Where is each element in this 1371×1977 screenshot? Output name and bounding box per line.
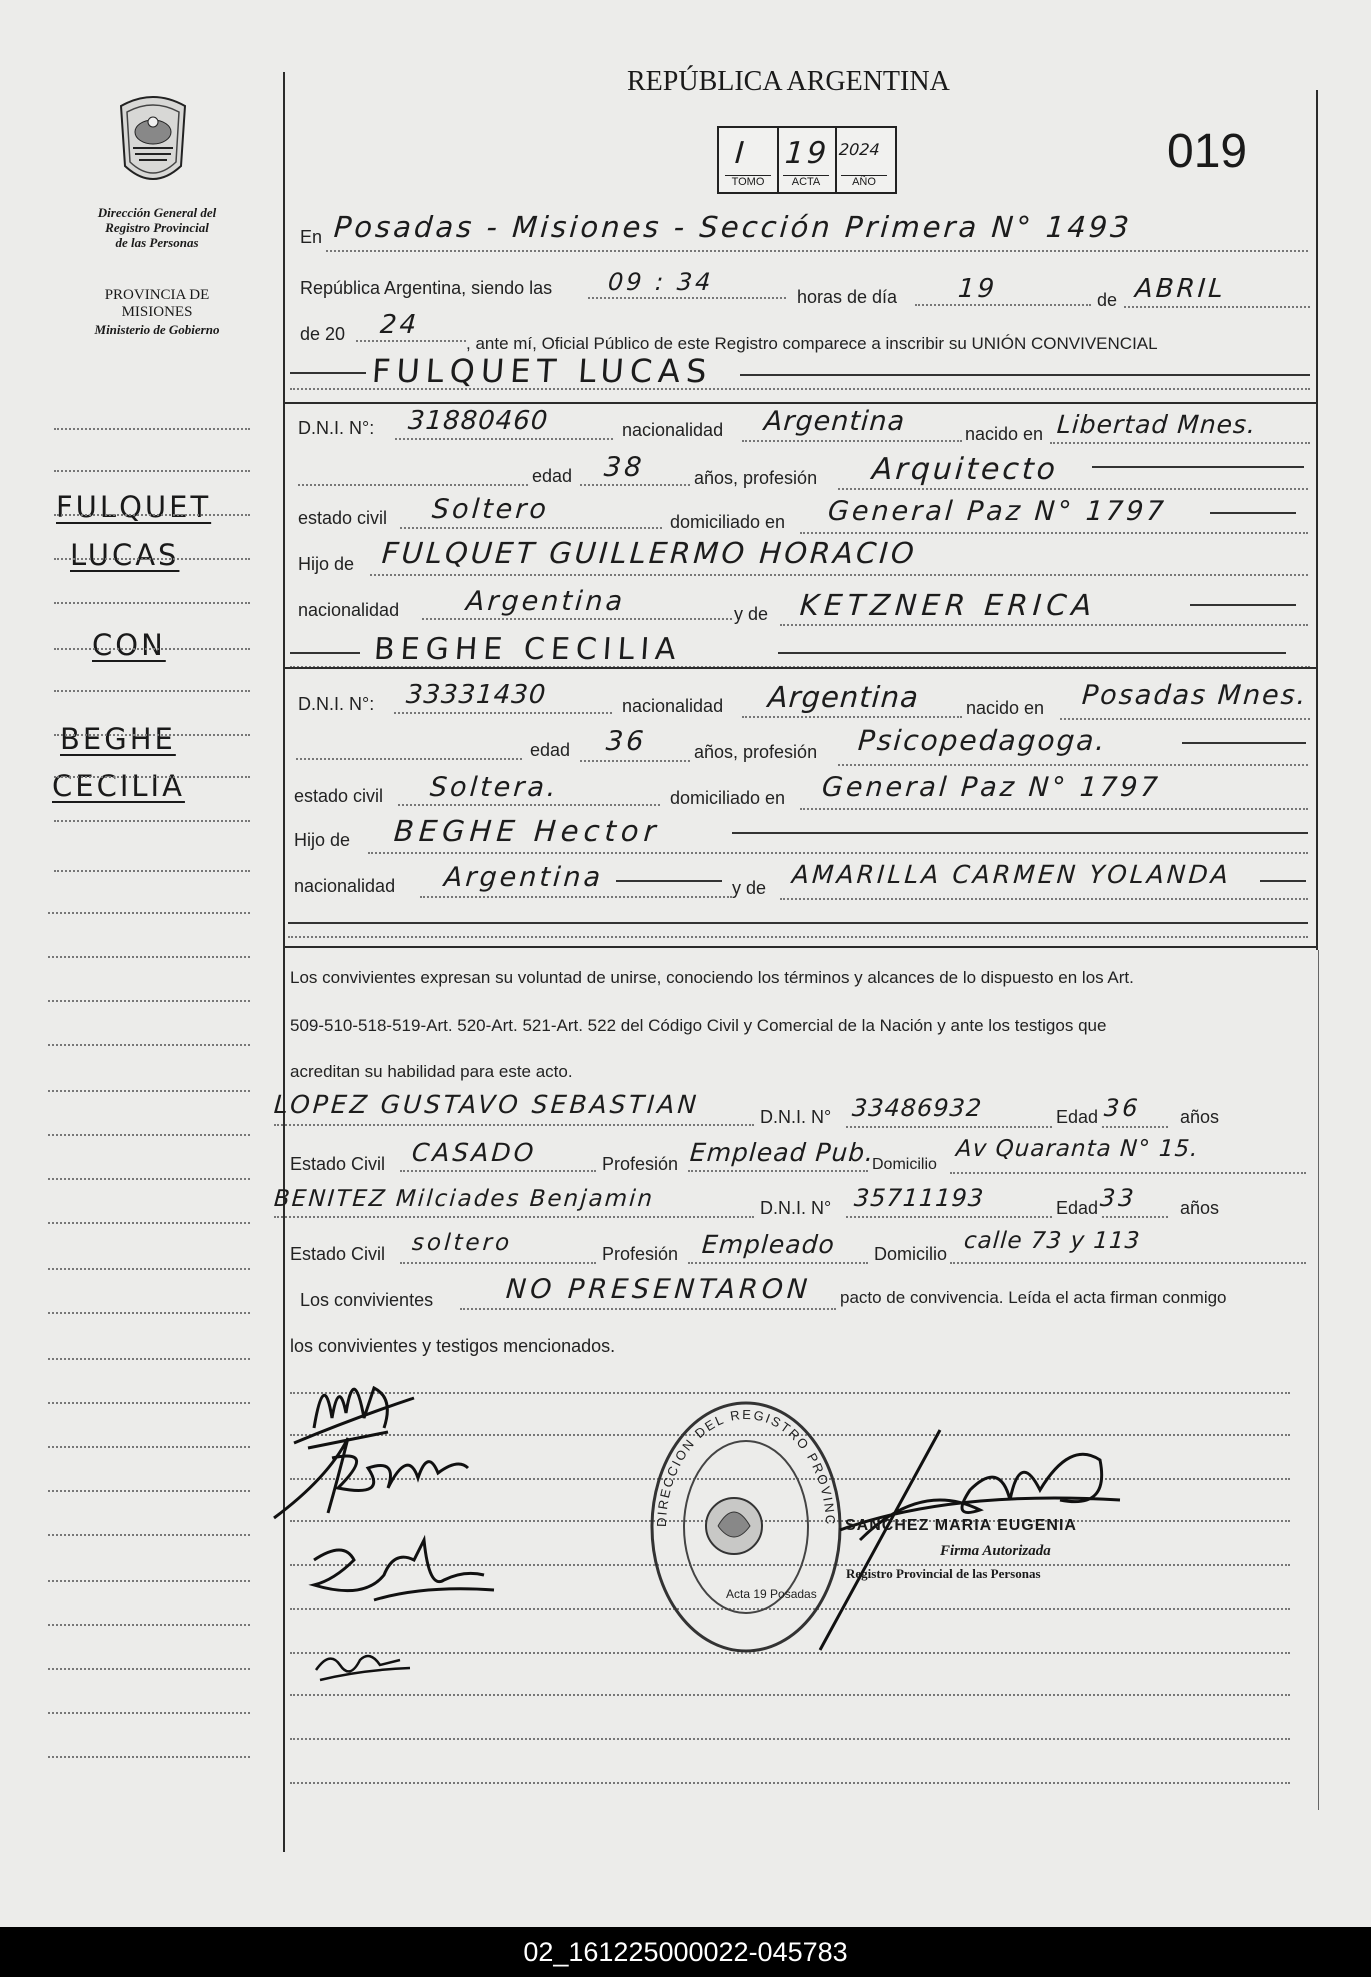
sidebar-dotted-line: [54, 514, 250, 516]
sidebar-dotted-line: [48, 1624, 250, 1626]
p1-dom-dots: [800, 532, 1308, 534]
day-value: 19: [956, 274, 999, 304]
p1-edad-label: edad: [532, 466, 573, 486]
office-line1: Dirección General del: [97, 205, 217, 220]
p1-edad-line: [580, 484, 690, 486]
sidebar-name-beghe: BEGHE: [60, 722, 176, 756]
section-divider-2: [283, 667, 1316, 669]
p2-dni-label: D.N.I. N°:: [298, 694, 375, 714]
tomo-cell: [719, 128, 779, 192]
footer-code: 02_161225000022-045783: [523, 1937, 848, 1967]
p2-nac-label: nacionalidad: [622, 696, 724, 716]
p2-nac2-label: nacionalidad: [294, 876, 396, 896]
w2-prof-line: [688, 1262, 868, 1264]
official-role: Firma Autorizada: [940, 1543, 1051, 1559]
record-box: [717, 126, 897, 194]
p2-padre-dots: [368, 852, 1308, 854]
w2-dom-label: Domicilio: [874, 1244, 948, 1264]
p1-nac2-line: [422, 618, 732, 620]
p1-civil-value: Soltero: [430, 494, 551, 525]
sidebar-dotted-line: [54, 602, 250, 604]
year-prefix: de 20: [300, 324, 346, 344]
sidebar-dotted-line: [48, 1534, 250, 1536]
sidebar-dotted-line: [54, 734, 250, 736]
official-name: SANCHEZ MARIA EUGENIA: [845, 1517, 1077, 1534]
sidebar-dotted-line: [48, 1090, 250, 1092]
year-value: 24: [378, 310, 421, 340]
sidebar-dotted-line: [48, 1402, 250, 1404]
office-block: [62, 205, 252, 250]
month-line: [1124, 306, 1310, 308]
sidebar-dotted-line: [48, 1312, 250, 1314]
p2-padre-line: [732, 832, 1308, 834]
p1-madre-dots: [780, 624, 1308, 626]
place-line: [326, 250, 1308, 252]
sidebar-dotted-line: [48, 1756, 250, 1758]
w1-dom-line: [950, 1172, 1306, 1174]
sidebar-dotted-line: [48, 1000, 250, 1002]
de-label: de: [1097, 290, 1118, 310]
signature-3: [304, 1530, 504, 1610]
rep-label: República Argentina, siendo las: [300, 278, 553, 298]
p1-padre-line: [370, 574, 1308, 576]
w1-name: LOPEZ GUSTAVO SEBASTIAN: [272, 1090, 701, 1119]
p2-nacido-label: nacido en: [966, 698, 1045, 718]
sidebar-dotted-line: [48, 1580, 250, 1582]
sidebar-dotted-line: [54, 648, 250, 650]
w1-edad-label: Edad: [1056, 1107, 1099, 1127]
office-line6: Ministerio de Gobierno: [94, 322, 220, 337]
sidebar-dotted-line: [48, 1222, 250, 1224]
name1-line-left: [290, 372, 366, 374]
section-divider-3: [283, 946, 1316, 948]
sidebar-name-fulquet: FULQUET: [56, 490, 212, 524]
section-divider-1: [283, 402, 1316, 404]
p1-nacido-label: nacido en: [965, 424, 1044, 444]
p1-prof-line: [1092, 466, 1304, 468]
p2-dom-value: General Paz N° 1797: [820, 772, 1162, 803]
p1-edad-pre-line: [298, 484, 528, 486]
signature-dotted-line: [290, 1694, 1290, 1696]
stamp-ring-text: DIRECCION DEL REGISTRO PROVINC: [653, 1406, 839, 1528]
p2-dom-label: domiciliado en: [670, 788, 786, 808]
signature-4: [310, 1640, 420, 1690]
sidebar-dotted-line: [48, 1134, 250, 1136]
w2-name: BENITEZ Milciades Benjamin: [273, 1186, 656, 1212]
person1-name: FULQUET LUCAS: [370, 352, 714, 390]
footer-bar: [0, 1927, 1371, 1977]
office-line4: PROVINCIA DE: [104, 287, 210, 303]
sidebar-dotted-line: [54, 776, 250, 778]
p1-madre-value: KETZNER ERICA: [798, 588, 1098, 622]
w1-dni-value: 33486932: [851, 1094, 984, 1122]
official-signature: [800, 1420, 1130, 1660]
sidebar-dotted-line: [48, 1268, 250, 1270]
place-value: Posadas - Misiones - Sección Primera N° 1493: [332, 210, 1133, 244]
next-name: BEGHE CECILIA: [372, 632, 683, 667]
p2-prof-dots: [838, 764, 1308, 766]
p2-nac-value: Argentina: [766, 680, 921, 714]
office-line5: MISIONES: [121, 304, 193, 320]
w1-civil-label: Estado Civil: [290, 1154, 386, 1174]
left-margin-line: [283, 72, 285, 1852]
signature-dotted-line: [290, 1392, 1290, 1394]
p2-civil-line: [398, 804, 660, 806]
p1-dom-line: [1210, 512, 1296, 514]
sidebar-dotted-line: [54, 470, 250, 472]
p1-prof-value: Arquitecto: [870, 452, 1060, 487]
p2-prof-label: años, profesión: [694, 742, 818, 762]
p1-dni-label: D.N.I. N°:: [298, 418, 375, 438]
w1-dni-line: [846, 1126, 1052, 1128]
right-margin-line-lower: [1318, 950, 1319, 1810]
acta-cell: [777, 128, 837, 192]
p1-dom-label: domiciliado en: [670, 512, 786, 532]
year-line: [356, 340, 466, 342]
w1-dom-value: Av Quaranta N° 15.: [955, 1136, 1200, 1162]
p2-madre-value: AMARILLA CARMEN YOLANDA: [790, 860, 1232, 889]
w2-name-line: [274, 1216, 754, 1218]
statement-text: , ante mí, Oficial Público de este Registro comparece a inscribir su UNIÓN CONVIVENCIAL: [466, 334, 1158, 353]
right-margin-line: [1316, 90, 1318, 950]
time-line: [588, 297, 786, 299]
declaration-line2: 509-510-518-519-Art. 520-Art. 521-Art. 522 del Código Civil y Comercial de la Nación y ante los testigos que: [290, 1016, 1107, 1035]
w2-edad-label: Edad: [1056, 1198, 1099, 1218]
p2-nac2-value: Argentina: [442, 862, 605, 893]
closing-line2: los convivientes y testigos mencionados.: [290, 1336, 616, 1356]
w2-edad-line: [1102, 1216, 1168, 1218]
w2-civil-value: soltero: [411, 1230, 514, 1256]
sidebar-dotted-line: [48, 1446, 250, 1448]
p1-dni-value: 31880460: [406, 406, 550, 436]
w1-prof-line: [688, 1170, 868, 1172]
p2-civil-value: Soltera.: [428, 772, 560, 803]
en-label: En: [300, 227, 323, 247]
p2-nac2-dots: [420, 896, 732, 898]
day-line: [915, 304, 1091, 306]
w2-edad-value: 33: [1099, 1184, 1138, 1212]
p1-nacido-line: [1050, 442, 1310, 444]
sidebar-name-lucas: LUCAS: [70, 538, 180, 572]
horas-label: horas de día: [797, 287, 898, 307]
w2-prof-label: Profesión: [602, 1244, 679, 1264]
w2-dni-value: 35711193: [853, 1184, 986, 1212]
w1-civil-value: CASADO: [410, 1138, 538, 1167]
p1-civil-label: estado civil: [298, 508, 388, 528]
p2-nac-line: [742, 716, 962, 718]
acta-value: 19: [783, 136, 831, 171]
name2-line-left: [290, 652, 360, 654]
w1-prof-value: Emplead Pub.: [688, 1138, 876, 1167]
pacto-status: NO PRESENTARON: [504, 1274, 813, 1305]
tomo-label: TOMO: [725, 175, 771, 188]
sidebar-dotted-line: [48, 956, 250, 958]
p1-prof-dots: [838, 488, 1308, 490]
w1-name-line: [274, 1124, 754, 1126]
w2-anios-label: años: [1180, 1198, 1220, 1218]
w1-edad-line: [1102, 1126, 1168, 1128]
p2-edad-pre-line: [296, 758, 522, 760]
p2-end-dots: [288, 936, 1308, 938]
anio-cell: [835, 128, 893, 192]
province-seal: [115, 92, 191, 190]
sidebar-dotted-line: [48, 1044, 250, 1046]
time-value: 09 : 34: [607, 268, 715, 296]
p2-nacido-value: Posadas Mnes.: [1080, 680, 1309, 711]
p2-nac2-line: [616, 880, 722, 882]
p1-civil-line: [400, 527, 662, 529]
p2-hijo-label: Hijo de: [294, 830, 351, 850]
p2-nacido-line: [1060, 718, 1310, 720]
document-title: REPÚBLICA ARGENTINA: [627, 66, 950, 97]
month-value: ABRIL: [1133, 274, 1227, 304]
name1-dots: [290, 388, 1310, 390]
declaration-line1: Los convivientes expresan su voluntad de unirse, conociendo los términos y alcances de lo dispuesto en los Art.: [290, 968, 1134, 987]
p1-nac-line: [742, 440, 962, 442]
conv-label: Los convivientes: [300, 1290, 434, 1310]
w1-edad-value: 36: [1103, 1094, 1142, 1122]
sidebar-con: CON: [92, 628, 166, 662]
p1-hijo-label: Hijo de: [298, 554, 355, 574]
p2-edad-value: 36: [604, 726, 648, 757]
pacto-line: [460, 1308, 836, 1310]
w2-dni-label: D.N.I. N°: [760, 1198, 832, 1218]
name1-line-right: [740, 374, 1310, 376]
p2-end-line: [288, 922, 1308, 924]
page-number: 019: [1167, 125, 1248, 178]
w2-dom-value: calle 73 y 113: [963, 1228, 1142, 1254]
signature-2: [268, 1418, 498, 1528]
p2-edad-label: edad: [530, 740, 571, 760]
w2-dni-line: [846, 1216, 1052, 1218]
sidebar-dotted-line: [48, 1712, 250, 1714]
stamp-inner-text: Acta 19 Posadas: [726, 1587, 817, 1601]
p2-dni-value: 33331430: [404, 680, 548, 710]
p2-prof-value: Psicopedagoga.: [856, 724, 1108, 757]
w2-prof-value: Empleado: [700, 1230, 836, 1259]
p1-dni-line: [395, 438, 613, 440]
p2-madre-dots: [780, 898, 1308, 900]
p1-prof-label: años, profesión: [694, 468, 818, 488]
p1-edad-value: 38: [602, 452, 646, 483]
w2-dom-line: [950, 1262, 1306, 1264]
sidebar-dotted-line: [48, 1668, 250, 1670]
sidebar-dotted-line: [54, 820, 250, 822]
p1-dom-value: General Paz N° 1797: [826, 496, 1168, 527]
p2-dom-dots: [800, 808, 1308, 810]
p2-prof-line: [1182, 742, 1306, 744]
p2-edad-line: [580, 760, 690, 762]
declaration-line3: acreditan su habilidad para este acto.: [290, 1062, 573, 1081]
p2-civil-label: estado civil: [294, 786, 384, 806]
sidebar-dotted-line: [54, 870, 250, 872]
anio-label: AÑO: [841, 175, 887, 188]
w1-prof-label: Profesión: [602, 1154, 679, 1174]
w2-civil-label: Estado Civil: [290, 1244, 386, 1264]
sidebar-dotted-line: [48, 1490, 250, 1492]
acta-label: ACTA: [783, 175, 829, 188]
sidebar-dotted-line: [54, 558, 250, 560]
p2-yde-label: y de: [732, 878, 767, 898]
sidebar-dotted-line: [48, 1358, 250, 1360]
name2-line-right: [778, 652, 1286, 654]
p1-yde-label: y de: [734, 604, 769, 624]
w1-anios-label: años: [1180, 1107, 1220, 1127]
p1-nacido-value: Libertad Mnes.: [1055, 410, 1258, 439]
p1-nac-value: Argentina: [762, 406, 907, 437]
p2-padre-value: BEGHE Hector: [392, 814, 662, 848]
anio-value: 2024: [838, 140, 881, 159]
p1-padre-value: FULQUET GUILLERMO HORACIO: [380, 536, 918, 570]
w1-civil-line: [400, 1170, 596, 1172]
tomo-value: I: [733, 136, 749, 171]
sidebar-dotted-line: [48, 912, 250, 914]
sidebar-dotted-line: [48, 1178, 250, 1180]
p1-nac2-label: nacionalidad: [298, 600, 400, 620]
p1-nac2-value: Argentina: [464, 586, 627, 617]
p1-madre-line: [1190, 604, 1296, 606]
w1-dom-label: Domicilio: [872, 1156, 937, 1173]
p2-dni-line: [394, 712, 612, 714]
w2-civil-line: [400, 1262, 596, 1264]
office-line2: Registro Provincial: [105, 220, 209, 235]
signature-dotted-line: [290, 1738, 1290, 1740]
p2-madre-line: [1260, 880, 1306, 882]
official-org: Registro Provincial de las Personas: [846, 1566, 1041, 1581]
p1-nac-label: nacionalidad: [622, 420, 724, 440]
sidebar-name-cecilia: CECILIA: [52, 769, 185, 803]
sidebar-dotted-line: [54, 690, 250, 692]
office-line3: de las Personas: [115, 235, 199, 250]
signature-dotted-line: [290, 1782, 1290, 1784]
sidebar-dotted-line: [54, 428, 250, 430]
province-block: [62, 287, 252, 338]
w1-dni-label: D.N.I. N°: [760, 1107, 832, 1127]
pacto-text: pacto de convivencia. Leída el acta firman conmigo: [840, 1288, 1227, 1307]
